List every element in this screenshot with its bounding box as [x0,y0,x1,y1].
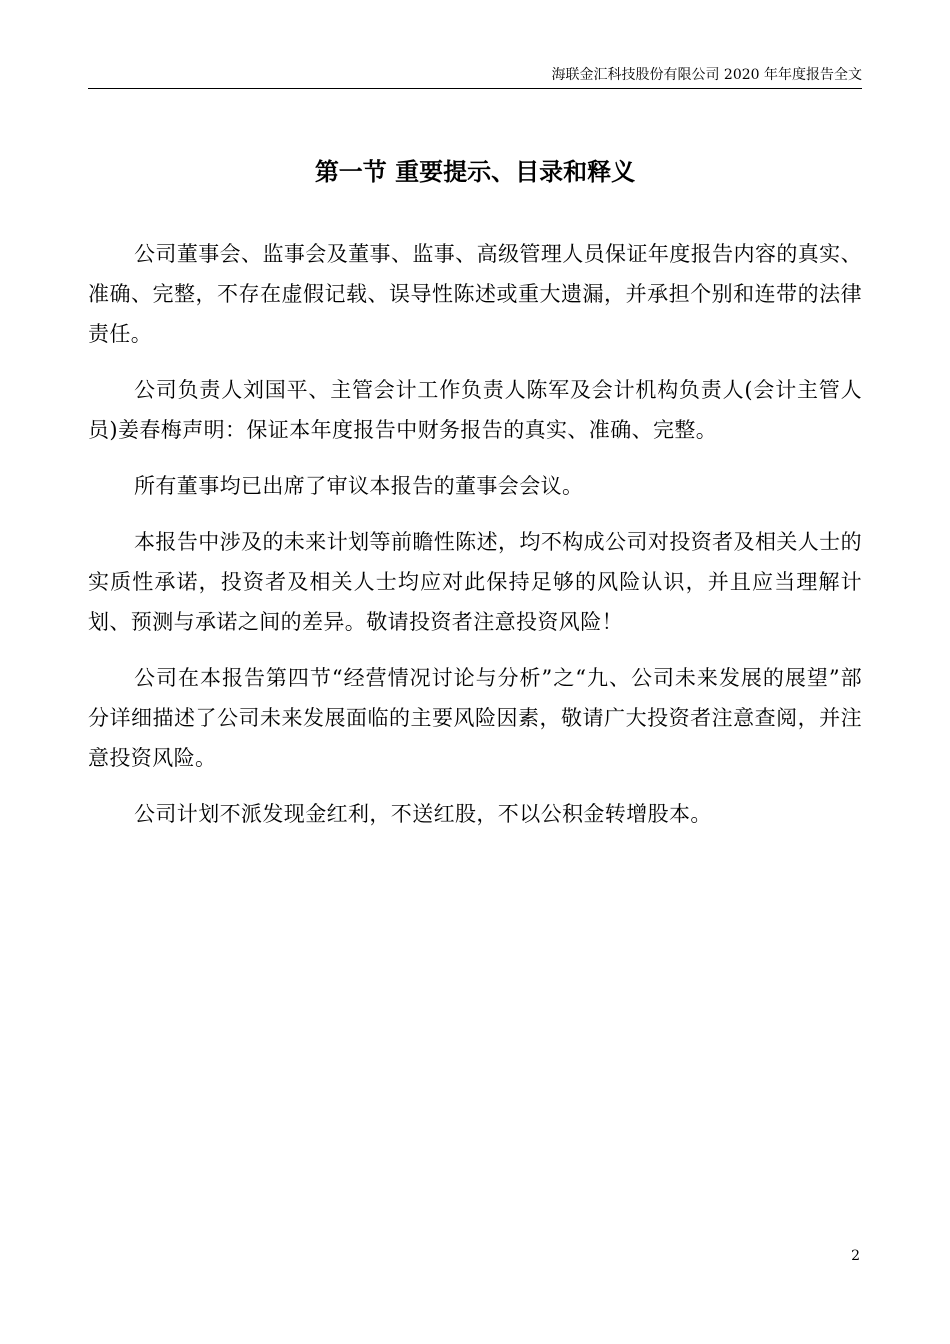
paragraph-risk-factors: 公司在本报告第四节“经营情况讨论与分析”之“九、公司未来发展的展望”部分详细描述了公司未来发展面临的主要风险因素，敬请广大投资者注意查阅，并注意投资风险。 [88,666,862,770]
paragraph-forward-looking-statement: 本报告中涉及的未来计划等前瞻性陈述，均不构成公司对投资者及相关人士的实质性承诺，投资者及相关人士均应对此保持足够的风险认识，并且应当理解计划、预测与承诺之间的差异。敬请投资者注意投资风险！ [88,530,862,634]
running-title: 海联金汇科技股份有限公司 2020 年年度报告全文 [551,67,862,83]
paragraph-dividend-plan: 公司计划不派发现金红利，不送红股，不以公积金转增股本。 [134,802,712,826]
page-number: 2 [851,1248,860,1264]
document-body [88,234,862,850]
page-header [88,66,862,89]
paragraph-financial-declaration: 公司负责人刘国平、主管会计工作负责人陈军及会计机构负责人(会计主管人员)姜春梅声明：保证本年度报告中财务报告的真实、准确、完整。 [88,378,862,442]
section-title: 第一节 重要提示、目录和释义 [314,157,636,186]
paragraph-responsibility-statement: 公司董事会、监事会及董事、监事、高级管理人员保证年度报告内容的真实、准确、完整，不存在虚假记载、误导性陈述或重大遗漏，并承担个别和连带的法律责任。 [88,242,862,346]
paragraph-board-attendance: 所有董事均已出席了审议本报告的董事会会议。 [134,474,584,498]
